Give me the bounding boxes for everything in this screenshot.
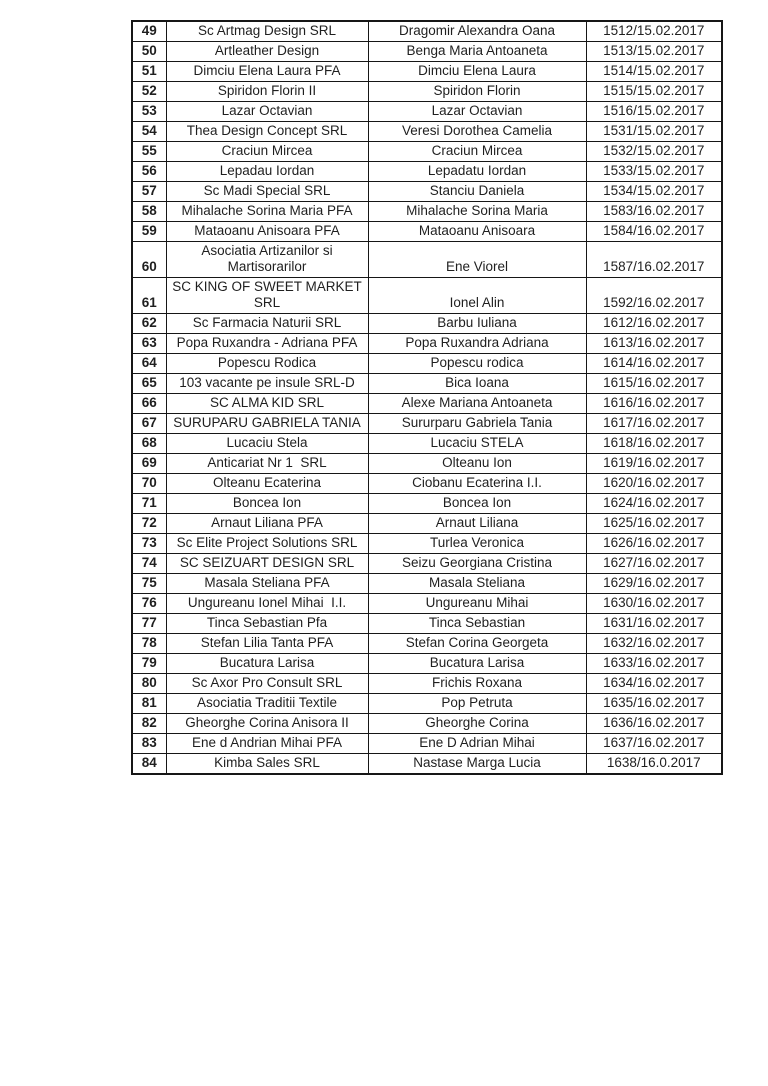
row-number-cell: 62 xyxy=(132,314,166,334)
company-cell: Boncea Ion xyxy=(166,494,368,514)
person-cell: Popescu rodica xyxy=(368,354,586,374)
company-cell: Spiridon Florin II xyxy=(166,82,368,102)
company-cell: Gheorghe Corina Anisora II xyxy=(166,714,368,734)
registration-cell: 1624/16.02.2017 xyxy=(586,494,722,514)
registration-cell: 1630/16.02.2017 xyxy=(586,594,722,614)
company-cell: Sc Farmacia Naturii SRL xyxy=(166,314,368,334)
person-cell: Dragomir Alexandra Oana xyxy=(368,21,586,42)
row-number-cell: 51 xyxy=(132,62,166,82)
company-cell: SC SEIZUART DESIGN SRL xyxy=(166,554,368,574)
person-cell: Mataoanu Anisoara xyxy=(368,222,586,242)
row-number-cell: 77 xyxy=(132,614,166,634)
table-row xyxy=(132,334,722,354)
row-number-cell: 66 xyxy=(132,394,166,414)
registration-cell: 1625/16.02.2017 xyxy=(586,514,722,534)
row-number-cell: 71 xyxy=(132,494,166,514)
person-cell: Ciobanu Ecaterina I.I. xyxy=(368,474,586,494)
table-row xyxy=(132,514,722,534)
row-number-cell: 73 xyxy=(132,534,166,554)
person-cell: Mihalache Sorina Maria xyxy=(368,202,586,222)
company-cell: Mataoanu Anisoara PFA xyxy=(166,222,368,242)
person-cell: Seizu Georgiana Cristina xyxy=(368,554,586,574)
company-cell: Stefan Lilia Tanta PFA xyxy=(166,634,368,654)
person-cell: Craciun Mircea xyxy=(368,142,586,162)
person-cell: Turlea Veronica xyxy=(368,534,586,554)
row-number-cell: 78 xyxy=(132,634,166,654)
table-row xyxy=(132,182,722,202)
person-cell: Ungureanu Mihai xyxy=(368,594,586,614)
table-row xyxy=(132,454,722,474)
row-number-cell: 52 xyxy=(132,82,166,102)
table-row xyxy=(132,42,722,62)
table-row xyxy=(132,494,722,514)
row-number-cell: 57 xyxy=(132,182,166,202)
company-cell: Sc Artmag Design SRL xyxy=(166,21,368,42)
company-cell: Dimciu Elena Laura PFA xyxy=(166,62,368,82)
row-number-cell: 56 xyxy=(132,162,166,182)
table-row xyxy=(132,674,722,694)
row-number-cell: 54 xyxy=(132,122,166,142)
person-cell: Olteanu Ion xyxy=(368,454,586,474)
registration-cell: 1533/15.02.2017 xyxy=(586,162,722,182)
row-number-cell: 67 xyxy=(132,414,166,434)
person-cell: Lucaciu STELA xyxy=(368,434,586,454)
registration-cell: 1632/16.02.2017 xyxy=(586,634,722,654)
company-cell: Asociatia Artizanilor si Martisorarilor xyxy=(166,242,368,278)
row-number-cell: 79 xyxy=(132,654,166,674)
registration-cell: 1531/15.02.2017 xyxy=(586,122,722,142)
company-cell: SC ALMA KID SRL xyxy=(166,394,368,414)
table-row xyxy=(132,554,722,574)
row-number-cell: 61 xyxy=(132,278,166,314)
table-row xyxy=(132,634,722,654)
row-number-cell: 80 xyxy=(132,674,166,694)
registration-cell: 1617/16.02.2017 xyxy=(586,414,722,434)
company-cell: Sc Elite Project Solutions SRL xyxy=(166,534,368,554)
table-row xyxy=(132,162,722,182)
company-cell: Arnaut Liliana PFA xyxy=(166,514,368,534)
registration-cell: 1612/16.02.2017 xyxy=(586,314,722,334)
registration-cell: 1629/16.02.2017 xyxy=(586,574,722,594)
row-number-cell: 70 xyxy=(132,474,166,494)
person-cell: Gheorghe Corina xyxy=(368,714,586,734)
person-cell: Barbu Iuliana xyxy=(368,314,586,334)
person-cell: Ene D Adrian Mihai xyxy=(368,734,586,754)
person-cell: Veresi Dorothea Camelia xyxy=(368,122,586,142)
table-row xyxy=(132,414,722,434)
row-number-cell: 83 xyxy=(132,734,166,754)
table-row xyxy=(132,694,722,714)
company-cell: Ungureanu Ionel Mihai I.I. xyxy=(166,594,368,614)
row-number-cell: 63 xyxy=(132,334,166,354)
person-cell: Boncea Ion xyxy=(368,494,586,514)
company-cell: Sc Axor Pro Consult SRL xyxy=(166,674,368,694)
table-row xyxy=(132,614,722,634)
person-cell: Arnaut Liliana xyxy=(368,514,586,534)
row-number-cell: 55 xyxy=(132,142,166,162)
row-number-cell: 60 xyxy=(132,242,166,278)
registration-cell: 1631/16.02.2017 xyxy=(586,614,722,634)
registration-cell: 1513/15.02.2017 xyxy=(586,42,722,62)
person-cell: Sururparu Gabriela Tania xyxy=(368,414,586,434)
company-cell: Craciun Mircea xyxy=(166,142,368,162)
row-number-cell: 72 xyxy=(132,514,166,534)
person-cell: Masala Steliana xyxy=(368,574,586,594)
table-row xyxy=(132,574,722,594)
company-cell: Olteanu Ecaterina xyxy=(166,474,368,494)
registration-cell: 1638/16.0.2017 xyxy=(586,754,722,775)
company-cell: SURUPARU GABRIELA TANIA xyxy=(166,414,368,434)
row-number-cell: 76 xyxy=(132,594,166,614)
registration-cell: 1613/16.02.2017 xyxy=(586,334,722,354)
registration-cell: 1515/15.02.2017 xyxy=(586,82,722,102)
registration-cell: 1514/15.02.2017 xyxy=(586,62,722,82)
table-row xyxy=(132,534,722,554)
registration-cell: 1534/15.02.2017 xyxy=(586,182,722,202)
table-row xyxy=(132,202,722,222)
registrations-table-body xyxy=(132,21,722,774)
company-cell: Bucatura Larisa xyxy=(166,654,368,674)
row-number-cell: 64 xyxy=(132,354,166,374)
table-row xyxy=(132,394,722,414)
company-cell: Lazar Octavian xyxy=(166,102,368,122)
row-number-cell: 81 xyxy=(132,694,166,714)
table-row xyxy=(132,102,722,122)
company-cell: Lucaciu Stela xyxy=(166,434,368,454)
table-row xyxy=(132,278,722,314)
company-cell: Thea Design Concept SRL xyxy=(166,122,368,142)
table-row xyxy=(132,222,722,242)
company-cell: SC KING OF SWEET MARKET SRL xyxy=(166,278,368,314)
company-cell: Tinca Sebastian Pfa xyxy=(166,614,368,634)
person-cell: Tinca Sebastian xyxy=(368,614,586,634)
registration-cell: 1620/16.02.2017 xyxy=(586,474,722,494)
registration-cell: 1516/15.02.2017 xyxy=(586,102,722,122)
company-cell: Popa Ruxandra - Adriana PFA xyxy=(166,334,368,354)
person-cell: Nastase Marga Lucia xyxy=(368,754,586,775)
row-number-cell: 74 xyxy=(132,554,166,574)
person-cell: Pop Petruta xyxy=(368,694,586,714)
person-cell: Bica Ioana xyxy=(368,374,586,394)
company-cell: Artleather Design xyxy=(166,42,368,62)
company-cell: Ene d Andrian Mihai PFA xyxy=(166,734,368,754)
person-cell: Stanciu Daniela xyxy=(368,182,586,202)
table-row xyxy=(132,142,722,162)
table-row xyxy=(132,374,722,394)
person-cell: Lazar Octavian xyxy=(368,102,586,122)
registration-cell: 1636/16.02.2017 xyxy=(586,714,722,734)
company-cell: Kimba Sales SRL xyxy=(166,754,368,775)
person-cell: Stefan Corina Georgeta xyxy=(368,634,586,654)
row-number-cell: 58 xyxy=(132,202,166,222)
row-number-cell: 59 xyxy=(132,222,166,242)
row-number-cell: 68 xyxy=(132,434,166,454)
registration-cell: 1583/16.02.2017 xyxy=(586,202,722,222)
person-cell: Alexe Mariana Antoaneta xyxy=(368,394,586,414)
person-cell: Popa Ruxandra Adriana xyxy=(368,334,586,354)
table-row xyxy=(132,734,722,754)
row-number-cell: 84 xyxy=(132,754,166,775)
row-number-cell: 69 xyxy=(132,454,166,474)
company-cell: 103 vacante pe insule SRL-D xyxy=(166,374,368,394)
registration-cell: 1587/16.02.2017 xyxy=(586,242,722,278)
table-row xyxy=(132,714,722,734)
registration-cell: 1635/16.02.2017 xyxy=(586,694,722,714)
table-row xyxy=(132,474,722,494)
person-cell: Dimciu Elena Laura xyxy=(368,62,586,82)
table-row xyxy=(132,434,722,454)
table-row xyxy=(132,314,722,334)
registration-cell: 1532/15.02.2017 xyxy=(586,142,722,162)
table-row xyxy=(132,62,722,82)
registration-cell: 1512/15.02.2017 xyxy=(586,21,722,42)
table-row xyxy=(132,242,722,278)
row-number-cell: 75 xyxy=(132,574,166,594)
table-row xyxy=(132,354,722,374)
row-number-cell: 49 xyxy=(132,21,166,42)
company-cell: Sc Madi Special SRL xyxy=(166,182,368,202)
registration-cell: 1616/16.02.2017 xyxy=(586,394,722,414)
table-row xyxy=(132,82,722,102)
table-row xyxy=(132,122,722,142)
table-row xyxy=(132,754,722,775)
company-cell: Mihalache Sorina Maria PFA xyxy=(166,202,368,222)
registrations-table xyxy=(131,20,723,775)
registration-cell: 1584/16.02.2017 xyxy=(586,222,722,242)
person-cell: Frichis Roxana xyxy=(368,674,586,694)
person-cell: Bucatura Larisa xyxy=(368,654,586,674)
person-cell: Ene Viorel xyxy=(368,242,586,278)
registration-cell: 1633/16.02.2017 xyxy=(586,654,722,674)
registration-cell: 1626/16.02.2017 xyxy=(586,534,722,554)
person-cell: Spiridon Florin xyxy=(368,82,586,102)
row-number-cell: 50 xyxy=(132,42,166,62)
company-cell: Lepadau Iordan xyxy=(166,162,368,182)
registration-cell: 1627/16.02.2017 xyxy=(586,554,722,574)
company-cell: Anticariat Nr 1 SRL xyxy=(166,454,368,474)
company-cell: Asociatia Traditii Textile xyxy=(166,694,368,714)
row-number-cell: 82 xyxy=(132,714,166,734)
table-row xyxy=(132,21,722,42)
registration-cell: 1592/16.02.2017 xyxy=(586,278,722,314)
person-cell: Benga Maria Antoaneta xyxy=(368,42,586,62)
row-number-cell: 53 xyxy=(132,102,166,122)
table-row xyxy=(132,594,722,614)
company-cell: Popescu Rodica xyxy=(166,354,368,374)
table-row xyxy=(132,654,722,674)
company-cell: Masala Steliana PFA xyxy=(166,574,368,594)
registration-cell: 1614/16.02.2017 xyxy=(586,354,722,374)
row-number-cell: 65 xyxy=(132,374,166,394)
registration-cell: 1615/16.02.2017 xyxy=(586,374,722,394)
person-cell: Lepadatu Iordan xyxy=(368,162,586,182)
person-cell: Ionel Alin xyxy=(368,278,586,314)
registration-cell: 1637/16.02.2017 xyxy=(586,734,722,754)
registration-cell: 1619/16.02.2017 xyxy=(586,454,722,474)
registration-cell: 1618/16.02.2017 xyxy=(586,434,722,454)
registration-cell: 1634/16.02.2017 xyxy=(586,674,722,694)
